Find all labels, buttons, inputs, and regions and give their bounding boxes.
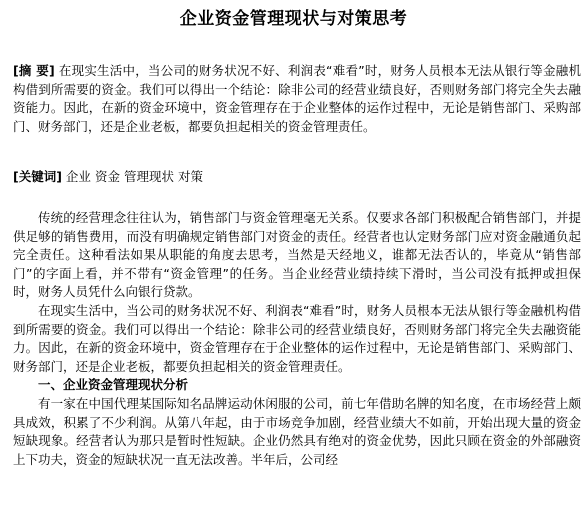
body-text (13, 209, 581, 469)
abstract-label: [摘 要] (13, 63, 55, 78)
keyword: 管理现状 (123, 169, 174, 184)
document-title: 企业资金管理现状与对策思考 (179, 9, 408, 29)
abstract (13, 62, 581, 136)
keyword: 企业 (65, 169, 91, 184)
keyword: 对策 (177, 169, 203, 184)
body-paragraph: 在现实生活中，当公司的财务状况不好、利润表“难看”时，财务人员根本无法从银行等金融机构借到所需要的资金。我们可以得出一个结论：除非公司的经营业绩良好，否则财务部门将完全失去融资能力。因此，在新的资金环境中，资金管理存在于企业整体的运作过程中，无论是销售部门、采购部门、财务部门，还是企业老板，都要负担起相关的资金管理责任。 (13, 302, 581, 374)
section-paragraph: 有一家在中国代理某国际知名品牌运动休闲服的公司，前七年借助名牌的知名度，在市场经营上颇具成效，积累了不少利润。从第八年起，由于市场竞争加剧，经营业绩大不如前，开始出现大量的资金短缺现象。经营者认为那只是暂时性短缺。企业仍然具有绝对的资金优势，因此只顾在资金的外部融资上下功夫，资金的短缺状况一直无法改善。半年后，公司经 (13, 395, 581, 467)
keyword: 资金 (94, 169, 120, 184)
abstract-text: 在现实生活中，当公司的财务状况不好、利润表“难看”时，财务人员根本无法从银行等金融机构借到所需要的资金。我们可以得出一个结论：除非公司的经营业绩良好，否则财务部门将完全失去融资能力。因此，在新的资金环境中，资金管理存在于企业整体的运作过程中，无论是销售部门、采购部门、财务部门，还是企业老板，都要负担起相关的资金管理责任。 (13, 63, 581, 134)
section-heading: 一、企业资金管理现状分析 (38, 377, 189, 393)
body-paragraph: 传统的经营理念往往认为，销售部门与资金管理毫无关系。仅要求各部门积极配合销售部门，并提供足够的销售费用，而没有明确规定销售部门对资金的责任。经营者也认定财务部门应对资金融通负起完全责任。这种看法如果从职能的角度去思考，当然是天经地义，谁都无法否认的，毕竟从“销售部门”的字面上看，并不带有“资金管理”的任务。当企业经营业绩持续下滑时，当公司没有抵押或担保时，财务人员凭什么向银行贷款。 (13, 210, 581, 300)
keywords-label: [关键词] (13, 169, 62, 184)
keywords (13, 168, 581, 187)
